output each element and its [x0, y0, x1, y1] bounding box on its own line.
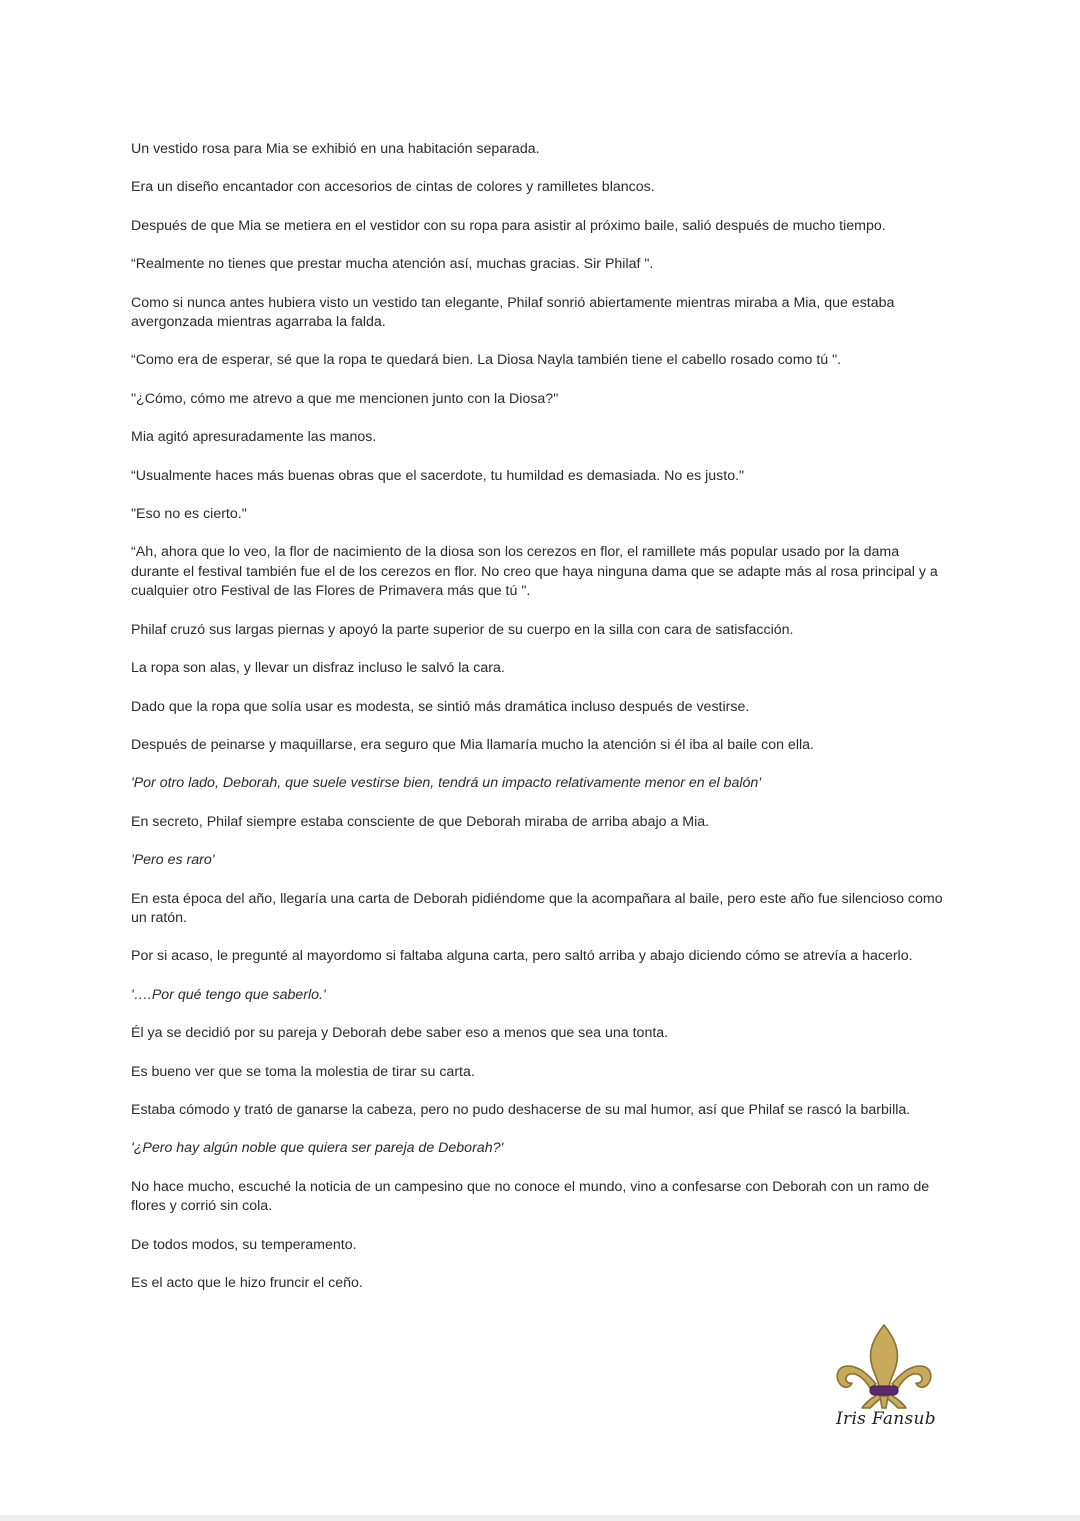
paragraph: Como si nunca antes hubiera visto un vestido tan elegante, Philaf sonrió abiertamente mientras miraba a Mia, que estaba avergonzada mientras agarraba la falda.	[131, 294, 895, 331]
document-body	[131, 140, 951, 1312]
thought-paragraph: 'Pero es raro'	[131, 852, 215, 869]
paragraph: Por si acaso, le pregunté al mayordomo si faltaba alguna carta, pero saltó arriba y abajo diciendo cómo se atrevía a hacerlo.	[131, 948, 913, 965]
paragraph: No hace mucho, escuché la noticia de un campesino que no conoce el mundo, vino a confesarse con Deborah con un ramo de flores y corrió sin cola.	[131, 1178, 930, 1215]
paragraph: Es el acto que le hizo fruncir el ceño.	[131, 1275, 363, 1291]
paragraph: Mia agitó apresuradamente las manos.	[131, 429, 377, 446]
paragraph: Un vestido rosa para Mia se exhibió en una habitación separada.	[131, 141, 540, 157]
paragraph: “Realmente no tienes que prestar mucha atención así, muchas gracias. Sir Philaf ".	[131, 256, 654, 273]
paragraph: Philaf cruzó sus largas piernas y apoyó la parte superior de su cuerpo en la silla con cara de satisfacción.	[131, 621, 794, 638]
paragraph: "¿Cómo, cómo me atrevo a que me mencionen junto con la Diosa?"	[131, 390, 559, 407]
paragraph: "Eso no es cierto."	[131, 506, 247, 523]
thought-paragraph: '….Por qué tengo que saberlo.'	[131, 986, 326, 1003]
paragraph: Él ya se decidió por su pareja y Deborah debe saber eso a menos que sea una tonta.	[131, 1025, 669, 1042]
paragraph: Estaba cómodo y trató de ganarse la cabeza, pero no pudo deshacerse de su mal humor, así que Philaf se rascó la barbilla.	[131, 1101, 911, 1118]
paragraph: Después de que Mia se metiera en el vestidor con su ropa para asistir al próximo baile, salió después de mucho tiempo.	[131, 217, 886, 234]
paragraph: En esta época del año, llegaría una carta de Deborah pidiéndome que la acompañara al baile, pero este año fue silencioso como un ratón.	[131, 890, 943, 926]
page-bottom-edge	[0, 1515, 1080, 1521]
paragraph: Es bueno ver que se toma la molestia de tirar su carta.	[131, 1063, 475, 1080]
paragraph: La ropa son alas, y llevar un disfraz incluso le salvó la cara.	[131, 660, 505, 677]
paragraph: Era un diseño encantador con accesorios de cintas de colores y ramilletes blancos.	[131, 179, 655, 196]
paragraph: “Usualmente haces más buenas obras que el sacerdote, tu humildad es demasiada. No es justo."	[131, 467, 745, 484]
paragraph: “Ah, ahora que lo veo, la flor de nacimiento de la diosa son los cerezos en flor, el ramillete más popular usado por la dama durante el festival también fue el de los cerezos en flor. No creo que haya ninguna dama que se adapte más al rosa principal y a cualquier otro Festival de las Flores de Primavera más que tú ".	[131, 544, 938, 600]
thought-paragraph: 'Por otro lado, Deborah, que suele vestirse bien, tendrá un impacto relativamente menor en el balón'	[131, 775, 762, 792]
thought-paragraph: '¿Pero hay algún noble que quiera ser pareja de Deborah?'	[131, 1140, 504, 1157]
paragraph: Dado que la ropa que solía usar es modesta, se sintió más dramática incluso después de vestirse.	[131, 698, 750, 715]
paragraph: En secreto, Philaf siempre estaba consciente de que Deborah miraba de arriba abajo a Mia.	[131, 813, 710, 830]
paragraph: “Como era de esperar, sé que la ropa te quedará bien. La Diosa Nayla también tiene el cabello rosado como tú ".	[131, 352, 842, 369]
paragraph: De todos modos, su temperamento.	[131, 1236, 357, 1253]
fansub-logo-text: Iris Fansub	[836, 1409, 936, 1429]
paragraph: Después de peinarse y maquillarse, era seguro que Mia llamaría mucho la atención si él iba al baile con ella.	[131, 736, 814, 753]
